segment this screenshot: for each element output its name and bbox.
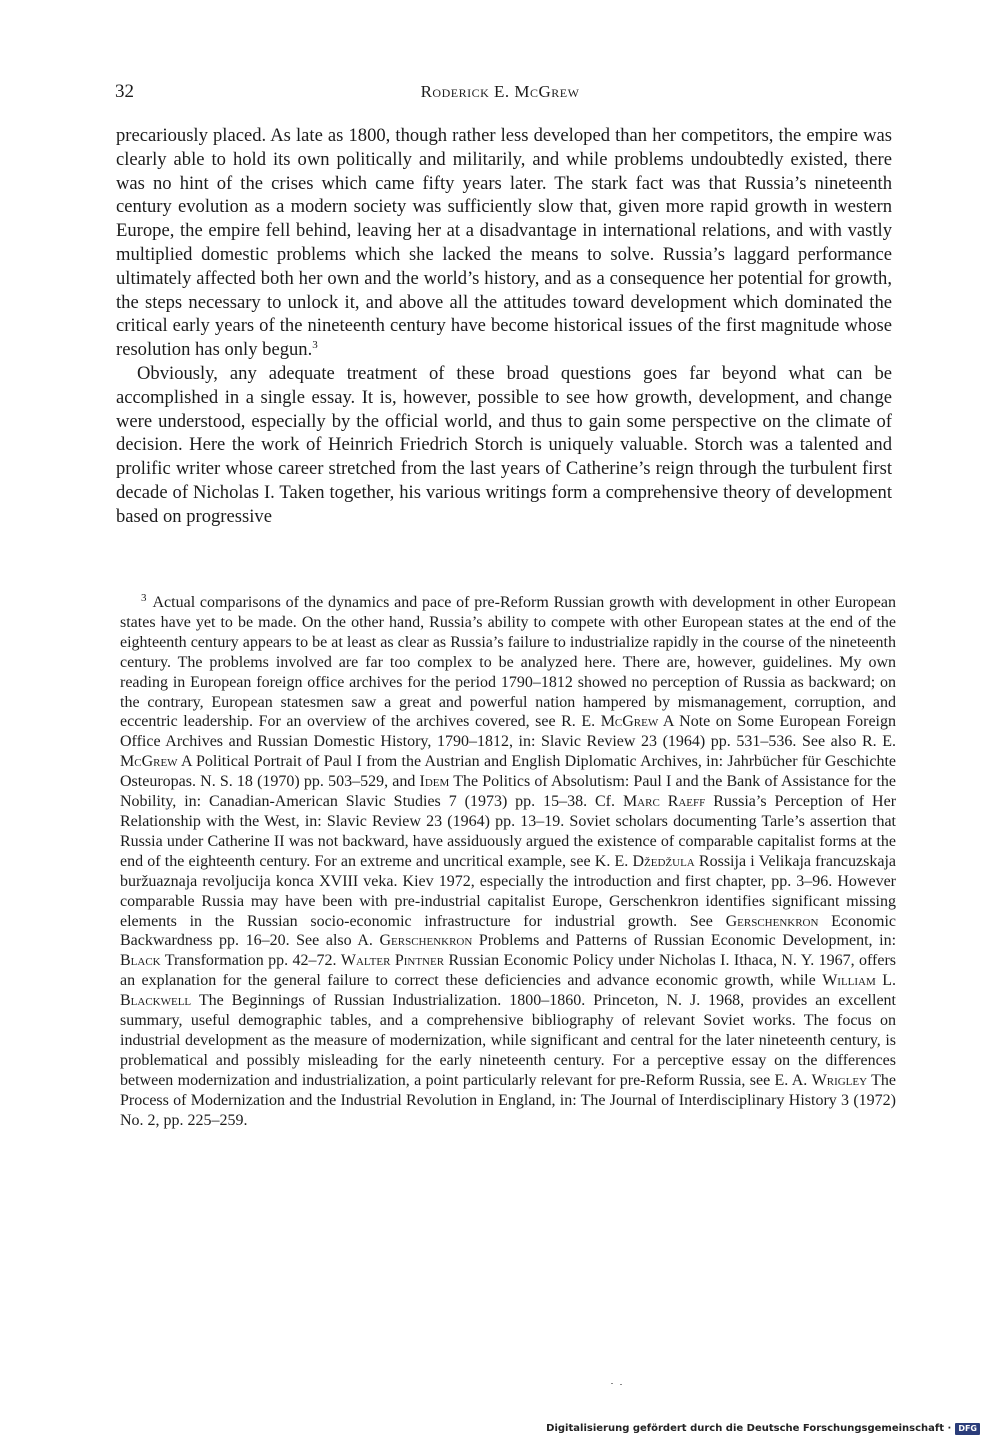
footnote-text: Transformation pp. 42–72. [164,952,337,970]
footnote-text: Problems and Patterns of Russian Economic Development, in: [478,932,897,950]
author-name: Marc Raeff [622,793,706,811]
author-name: Gerschenkron [725,912,819,930]
footnote-marker: 3 [141,591,147,604]
footnote-text: Russia’s Perception of Her Relationship with the West, in: Slavic Review 23 (1964) pp. 13–19. Soviet scholars documenting Tarle’s assertion that Russia under Catherine II was not backward, have assiduously argued the existence of comparable capitalist forms at the end of the eighteenth century. For an extreme and uncritical example, see K. E. [120,793,897,870]
paragraph-text: precariously placed. As late as 1800, though rather less developed than her competitors, the empire was clearly able to hold its own politically and militarily, and while problems undoubtedly existed, there was no hint of the crises which came fifty years later. The stark fact was that Russia’s nineteenth century evolution as a modern society was sufficiently slow that, given more rapid growth in western Europe, the empire fell behind, leaving her at a disadvantage in international relations, and with vastly multiplied domestic problems which she lacked the means to solve. Russia’s laggard performance ultimately affected both her own and the world’s history, and as a consequence her potential for growth, the steps necessary to unlock it, and above all the attitudes toward development which dominated the critical early years of the nineteenth century have become historical issues of the first magnitude whose resolution has only begun. [116,125,892,361]
footnote-text: The Beginnings of Russian Industrialization. 1800–1860. Princeton, N. J. 1968, provides an excellent summary, useful demographic tables, and a comprehensive bibliography of relevant Soviet works. The focus on industrial development as the measure of modernization, while significant and central for the later nineteenth century, is problematical and possibly misleading for the early nineteenth century. For a perceptive essay on the differences between modernization and industrialization, a point particularly relevant for pre-Reform Russia, see E. A. [120,992,896,1089]
footnote-ref[interactable]: 3 [312,338,318,351]
footnote-text: Russian Economic Policy under Nicholas I. Ithaca, N. Y. 1967, offers an explanation for the general failure to correct these deficiencies and advance economic growth, while [120,952,897,990]
footnote-text: Rossija i Velikaja francuzskaja buržuaznaja revoljucija konca XVIII veka. Kiev 1972, especially the introduction and first chapter, pp. 3–96. However comparable Russia may have been with pre-industrial capitalist Europe, Gerschenkron identifies significant missing elements in the Russian socio-economic infrastructure for industrial growth. See [120,852,897,930]
author-name: Wrigley [811,1071,868,1089]
footnote-text: A Political Portrait of Paul I from the Austrian and English Diplomatic Archives, in: Jahrbücher für Geschichte Osteuropas. N. S. 18 (1970) pp. 503–529, and [120,753,896,791]
footnote-text: Actual comparisons of the dynamics and pace of pre-Reform Russian growth with development in other European states have yet to be made. On the other hand, Russia’s ability to compete with other European states at the end of the eighteenth century appears to be at least as clear as Russia’s failure to industrialize rapidly in the course of the nineteenth century. The problems involved are far too complex to be analyzed here. There are, however, guidelines. My own reading in European foreign office archives for the period 1790–1812 showed no perception of Russia as backward; on the contrary, European statesmen saw a great and powerful nation hampered by mismanagement, corruption, and eccentric leadership. For an overview of the archives covered, see R. E. [120,594,896,731]
digitization-credit [546,1422,980,1436]
author-name: McGrew [600,713,659,731]
author-name: McGrew [120,753,178,771]
author-name: Black [120,952,161,970]
author-name: Walter Pintner [340,952,445,970]
footnote-text: Economic Backwardness pp. 16–20. See also A. [120,912,897,950]
scan-speck [611,1383,613,1384]
author-name: Gerschenkron [379,932,473,950]
author-name: Džedžula [632,852,695,870]
running-head: Roderick E. McGrew [420,82,580,101]
credit-text: Digitalisierung gefördert durch die Deutsche Forschungsgemeinschaft · [546,1423,952,1434]
footnote-text: The Process of Modernization and the Industrial Revolution in England, in: The Journal of Interdisciplinary History 3 (1972) No. 2, pp. 225–259. [120,1071,897,1129]
paragraph: Obviously, any adequate treatment of these broad questions goes far beyond what can be accomplished in a single essay. It is, however, possible to see how growth, development, and change were understood, especially by the official world, and thus to gain some perspective on the climate of decision. Here the work of Heinrich Friedrich Storch is uniquely valuable. Storch was a talented and prolific writer whose career stretched from the last years of Catherine’s reign through the turbulent first decade of Nicholas I. Taken together, his various writings form a comprehensive theory of development based on progressive [116,362,892,527]
footnote [120,593,896,1130]
paragraph [116,124,892,362]
author-name: Idem [419,773,450,791]
scan-speck [620,1384,622,1385]
dfg-logo: DFG [955,1423,980,1435]
body-text [116,124,892,529]
footnote-text: A Note on Some European Foreign Office Archives and Russian Domestic History, 1790–1812, in: Slavic Review 23 (1964) pp. 531–536. See also R. E. [120,713,896,751]
author-name: William L. Blackwell [120,972,896,1010]
footnote-text: The Politics of Absolutism: Paul I and the Bank of Assistance for the Nobility, in: Canadian-American Slavic Studies 7 (1973) pp. 15–38. Cf. [120,773,897,811]
page-number: 32 [115,81,134,102]
